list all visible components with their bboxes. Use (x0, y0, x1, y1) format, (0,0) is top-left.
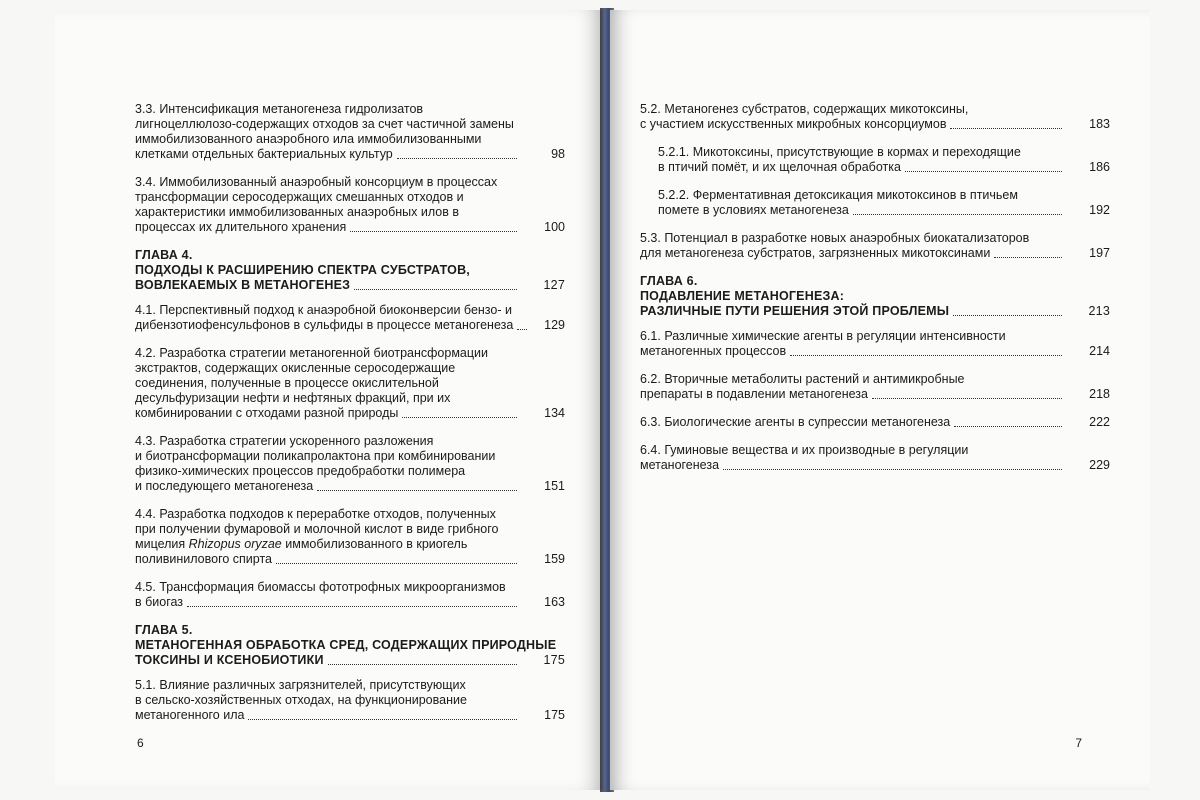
toc-page-number: 159 (544, 552, 565, 566)
toc-line: ПОДАВЛЕНИЕ МЕТАНОГЕНЕЗА: (640, 289, 845, 303)
dot-leader (905, 171, 1062, 172)
toc-line: при получении фумаровой и молочной кислот в виде грибного (135, 522, 499, 536)
toc-line: 4.3. Разработка стратегии ускоренного разложения (135, 434, 434, 448)
toc-line: 6.4. Гуминовые вещества и их производные в регуляции (640, 443, 969, 457)
toc-entry (640, 329, 1110, 359)
toc-line: поливинилового спирта (135, 552, 272, 566)
toc-line: ВОВЛЕКАЕМЫХ В МЕТАНОГЕНЕЗ (135, 278, 351, 292)
toc-page-number: 213 (1088, 304, 1110, 318)
page-number-right: 7 (1075, 736, 1082, 750)
toc-line: ГЛАВА 6. (640, 274, 698, 288)
toc-line: 4.5. Трансформация биомассы фототрофных микроорганизмов (135, 580, 506, 594)
toc-line: препараты в подавлении метаногенеза (640, 387, 868, 401)
dot-leader (354, 289, 517, 290)
toc-line: 6.2. Вторичные метаболиты растений и антимикробные (640, 372, 965, 386)
toc-chapter (640, 274, 1110, 319)
left-page (55, 10, 603, 790)
toc-line: процессах их длительного хранения (135, 220, 347, 234)
dot-leader (397, 158, 517, 159)
toc-entry (135, 346, 565, 421)
toc-line: метаногенных процессов (640, 344, 787, 358)
dot-leader (328, 664, 517, 665)
toc-line: 5.1. Влияние различных загрязнителей, присутствующих (135, 678, 466, 692)
toc-entry (135, 303, 565, 333)
toc-line: соединения, полученные в процессе окислительной (135, 376, 439, 390)
toc-line: ГЛАВА 4. (135, 248, 193, 262)
toc-line: десульфуризации нефти и нефтяных фракций, при их (135, 391, 451, 405)
toc-page-number: 186 (1089, 160, 1110, 174)
toc-line: МЕТАНОГЕННАЯ ОБРАБОТКА СРЕД, СОДЕРЖАЩИХ ПРИРОДНЫЕ (135, 638, 557, 652)
toc-line: в сельско-хозяйственных отходах, на функционирование (135, 693, 467, 707)
dot-leader (187, 606, 517, 607)
toc-page-number: 163 (544, 595, 565, 609)
toc-line: ТОКСИНЫ И КСЕНОБИОТИКИ (135, 653, 324, 667)
toc-page-number: 134 (544, 406, 565, 420)
toc-page-number: 100 (544, 220, 565, 234)
toc-entry (640, 102, 1110, 132)
dot-leader (954, 426, 1062, 427)
toc-page-number: 197 (1089, 246, 1110, 260)
toc-line: 6.3. Биологические агенты в супрессии метаногенеза (640, 415, 951, 429)
toc-line: 5.2.1. Микотоксины, присутствующие в кормах и переходящие (658, 145, 1021, 159)
toc-line: метаногенеза (640, 458, 720, 472)
toc-line: 3.3. Интенсификация метаногенеза гидролизатов (135, 102, 424, 116)
toc-page-number: 192 (1089, 203, 1110, 217)
toc-line: комбинировании с отходами разной природы (135, 406, 399, 420)
toc-entry (135, 678, 565, 723)
toc-entry (640, 443, 1110, 473)
dot-leader (350, 231, 517, 232)
dot-leader (994, 257, 1062, 258)
dot-leader (950, 128, 1062, 129)
toc-entry (135, 580, 565, 610)
toc-line: 4.4. Разработка подходов к переработке отходов, полученных (135, 507, 496, 521)
toc-line: 5.2.2. Ферментативная детоксикация микотоксинов в птичьем (658, 188, 1018, 202)
toc-line: 3.4. Иммобилизованный анаэробный консорциум в процессах (135, 175, 498, 189)
toc-line: в птичий помёт, и их щелочная обработка (658, 160, 901, 174)
toc-page-number: 175 (543, 653, 565, 667)
toc-line: 4.1. Перспективный подход к анаэробной биоконверсии бензо- и (135, 303, 512, 317)
toc-page-number: 129 (544, 318, 565, 332)
toc-line: и последующего метаногенеза (135, 479, 314, 493)
toc-page-number: 222 (1089, 415, 1110, 429)
toc-page-number: 218 (1089, 387, 1110, 401)
toc-line: трансформации серосодержащих смешанных отходов и (135, 190, 464, 204)
toc-chapter (135, 623, 565, 668)
right-page (610, 10, 1150, 790)
dot-leader (248, 719, 517, 720)
toc-line: в биогаз (135, 595, 184, 609)
toc-line: ПОДХОДЫ К РАСШИРЕНИЮ СПЕКТРА СУБСТРАТОВ, (135, 263, 470, 277)
toc-line: 6.1. Различные химические агенты в регуляции интенсивности (640, 329, 1006, 343)
toc-line: дибензотиофенсульфонов в сульфиды в процессе метаногенеза (135, 318, 514, 332)
toc-line: ГЛАВА 5. (135, 623, 193, 637)
dot-leader (317, 490, 517, 491)
toc-line: 5.2. Метаногенез субстратов, содержащих микотоксины, (640, 102, 969, 116)
toc-entry (135, 175, 565, 235)
toc-line: лигноцеллюлозо-содержащих отходов за счет частичной замены (135, 117, 514, 131)
toc-page-number: 214 (1089, 344, 1110, 358)
toc-entry (135, 507, 565, 567)
toc-entry (640, 188, 1110, 218)
toc-entry (640, 372, 1110, 402)
toc-page-number: 98 (551, 147, 565, 161)
toc-page-number: 175 (544, 708, 565, 722)
dot-leader (853, 214, 1062, 215)
toc-entry (640, 231, 1110, 261)
toc-entry (640, 145, 1110, 175)
page-number-left: 6 (137, 736, 144, 750)
toc-left (135, 102, 565, 736)
toc-line: для метаногенеза субстратов, загрязненных микотоксинами (640, 246, 991, 260)
toc-line: с участием искусственных микробных консорциумов (640, 117, 947, 131)
toc-line: 5.3. Потенциал в разработке новых анаэробных биокатализаторов (640, 231, 1030, 245)
toc-entry (135, 434, 565, 494)
toc-right (640, 102, 1110, 486)
toc-entry (135, 102, 565, 162)
toc-entry (640, 415, 1110, 430)
toc-line: экстрактов, содержащих окисленные серосодержащие (135, 361, 456, 375)
toc-line: иммобилизованного анаэробного ила иммобилизованными (135, 132, 482, 146)
dot-leader (790, 355, 1062, 356)
toc-line: помете в условиях метаногенеза (658, 203, 849, 217)
toc-line: РАЗЛИЧНЫЕ ПУТИ РЕШЕНИЯ ЭТОЙ ПРОБЛЕМЫ (640, 304, 950, 318)
dot-leader (953, 315, 1062, 316)
dot-leader (723, 469, 1062, 470)
toc-line: характеристики иммобилизованных анаэробных илов в (135, 205, 459, 219)
toc-page-number: 127 (543, 278, 565, 292)
toc-line: и биотрансформации поликапролактона при комбинировании (135, 449, 496, 463)
toc-line: 4.2. Разработка стратегии метаногенной биотрансформации (135, 346, 488, 360)
toc-page-number: 151 (544, 479, 565, 493)
toc-line: клетками отдельных бактериальных культур (135, 147, 393, 161)
dot-leader (872, 398, 1062, 399)
toc-page-number: 183 (1089, 117, 1110, 131)
toc-page-number: 229 (1089, 458, 1110, 472)
toc-line: физико-химических процессов предобработки полимера (135, 464, 466, 478)
toc-line: метаногенного ила (135, 708, 245, 722)
toc-chapter (135, 248, 565, 293)
dot-leader (402, 417, 517, 418)
toc-line: мицелия Rhizopus oryzae иммобилизованного в криогель (135, 537, 468, 551)
dot-leader (276, 563, 517, 564)
